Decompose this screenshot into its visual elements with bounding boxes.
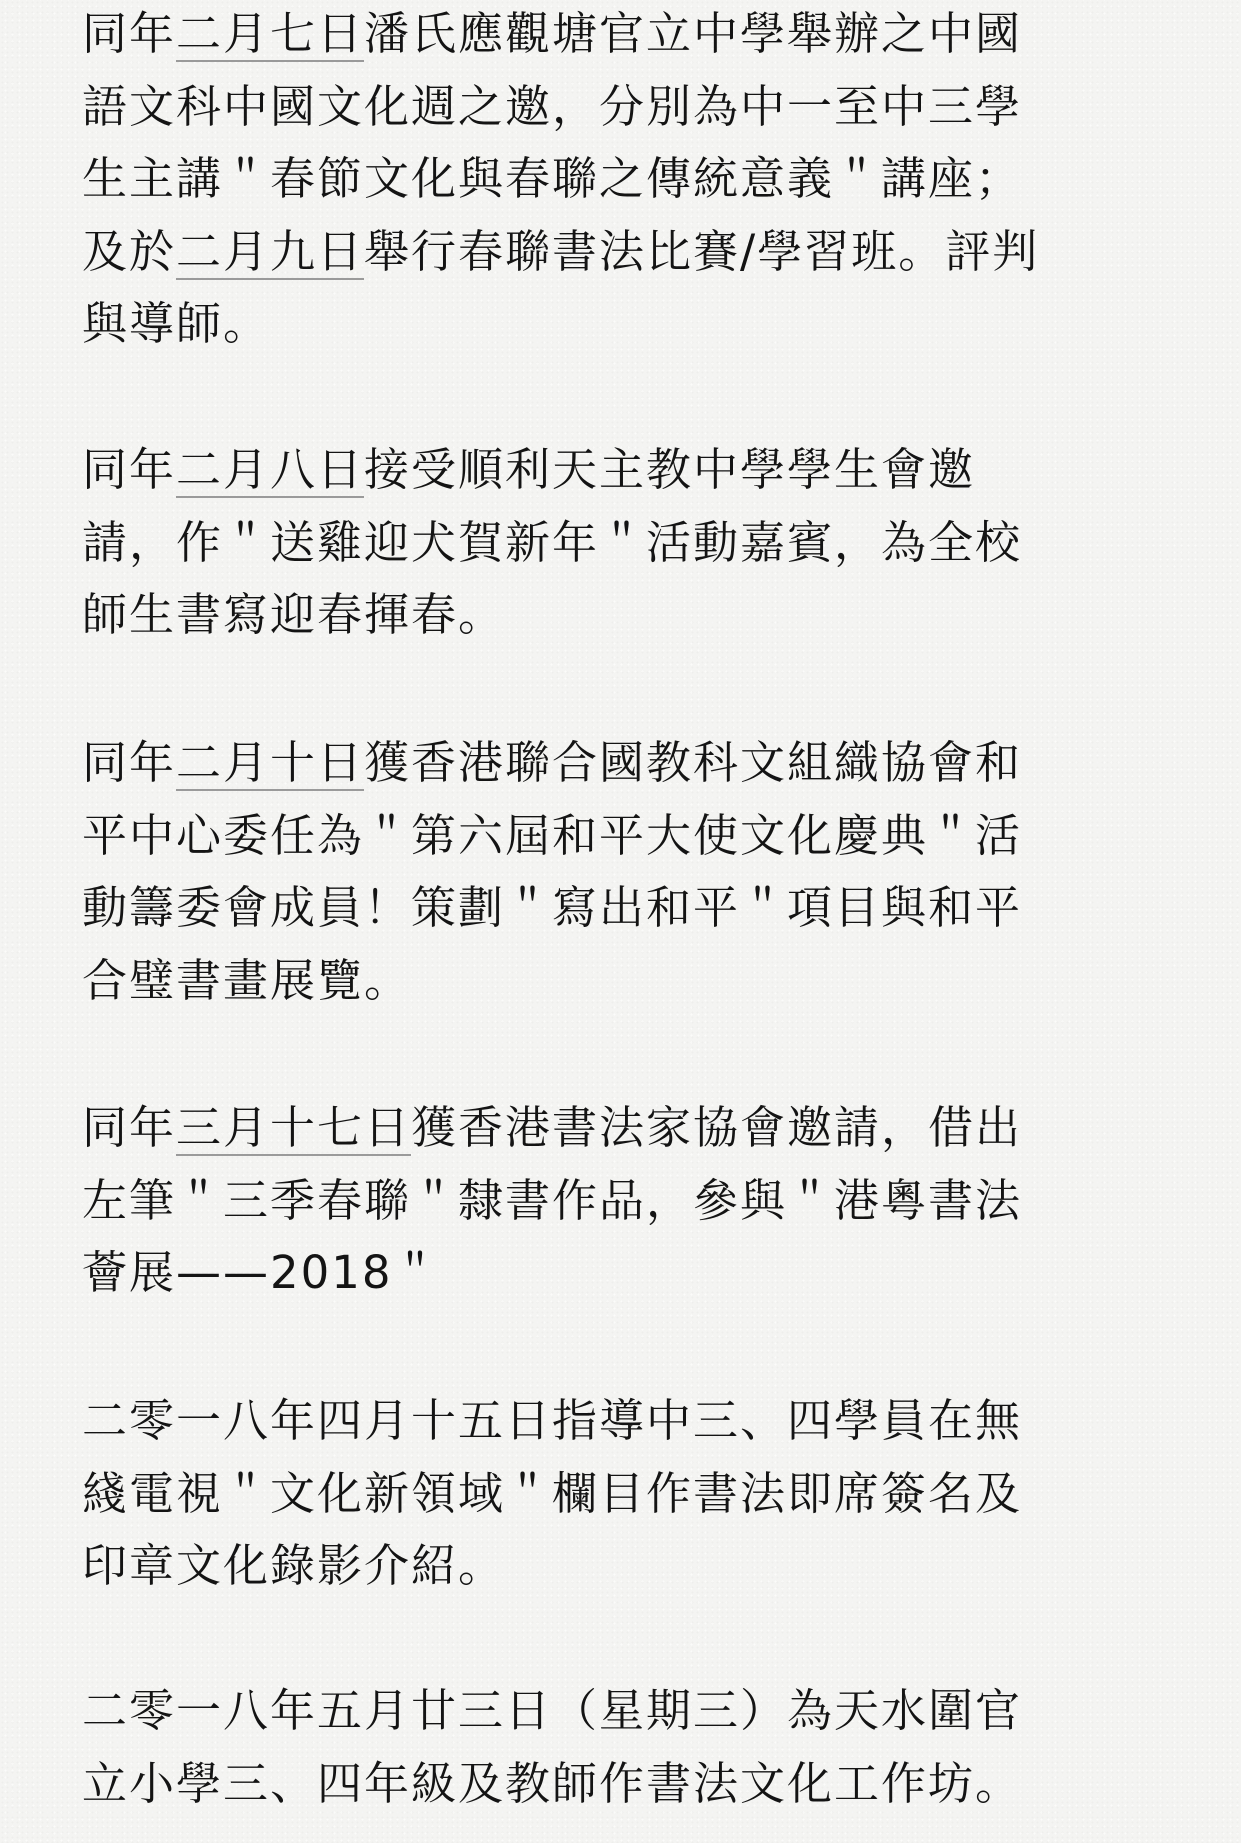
line-text: 獲香港聯合國教科文組織協會和 bbox=[364, 736, 1023, 789]
line-text: 請，作＂送雞迎犬賀新年＂活動嘉賓，為全校 bbox=[82, 515, 1023, 569]
line-text: 左筆＂三季春聯＂隸書作品，參與＂港粵書法 bbox=[82, 1173, 1023, 1227]
paragraph-calligraphy-exhibition bbox=[82, 1092, 1022, 1310]
line-text: 平中心委任為＂第六屆和平大使文化慶典＂活 bbox=[82, 808, 1023, 862]
line-text: 師生書寫迎春揮春。 bbox=[82, 588, 506, 641]
line-text: 與導師。 bbox=[82, 297, 271, 350]
date-link[interactable]: 二月七日 bbox=[176, 7, 365, 60]
line-text: 舉行春聯書法比賽/學習班。評判 bbox=[364, 224, 1040, 278]
line-text: 潘氏應觀塘官立中學舉辦之中國 bbox=[364, 7, 1023, 60]
line-text: 同年 bbox=[82, 736, 177, 789]
line-text: 綫電視＂文化新領域＂欄目作書法即席簽名及 bbox=[82, 1466, 1023, 1520]
line-text: 同年 bbox=[82, 7, 177, 60]
date-link[interactable]: 二月八日 bbox=[176, 443, 365, 496]
line-text: 合璧書畫展覽。 bbox=[82, 953, 412, 1007]
date-link[interactable]: 三月十七日 bbox=[176, 1101, 412, 1154]
paragraph-tin-shui-wai-workshop bbox=[82, 1675, 1022, 1820]
date-link[interactable]: 二月九日 bbox=[176, 224, 365, 278]
line-text: 生主講＂春節文化與春聯之傳統意義＂講座； bbox=[82, 152, 1023, 205]
line-text: 及於 bbox=[82, 224, 177, 278]
line-text: 接受順利天主教中學學生會邀 bbox=[364, 443, 976, 496]
line-text: 同年 bbox=[82, 1101, 177, 1154]
line-text: 同年 bbox=[82, 443, 177, 496]
line-text: 語文科中國文化週之邀，分別為中一至中三學 bbox=[82, 79, 1023, 133]
paragraph-peace-centre bbox=[82, 727, 1022, 1017]
line-text: 立小學三、四年級及教師作書法文化工作坊。 bbox=[82, 1756, 1023, 1810]
note-body[interactable] bbox=[82, 0, 1162, 1843]
paragraph-student-union bbox=[82, 434, 1022, 652]
paragraph-tvb-recording bbox=[82, 1385, 1022, 1603]
line-text: 二零一八年四月十五日指導中三、四學員在無 bbox=[82, 1394, 1023, 1447]
paragraph-pan-lecture bbox=[82, 0, 1039, 361]
line-text: 印章文化錄影介紹。 bbox=[82, 1539, 506, 1592]
line-text: 薈展——2018＂ bbox=[82, 1246, 440, 1299]
line-text: 獲香港書法家協會邀請，借出 bbox=[411, 1101, 1023, 1154]
date-link[interactable]: 二月十日 bbox=[176, 736, 365, 789]
line-text: 二零一八年五月廿三日（星期三）為天水圍官 bbox=[82, 1684, 1023, 1737]
line-text: 動籌委會成員！策劃＂寫出和平＂項目與和平 bbox=[82, 881, 1023, 934]
